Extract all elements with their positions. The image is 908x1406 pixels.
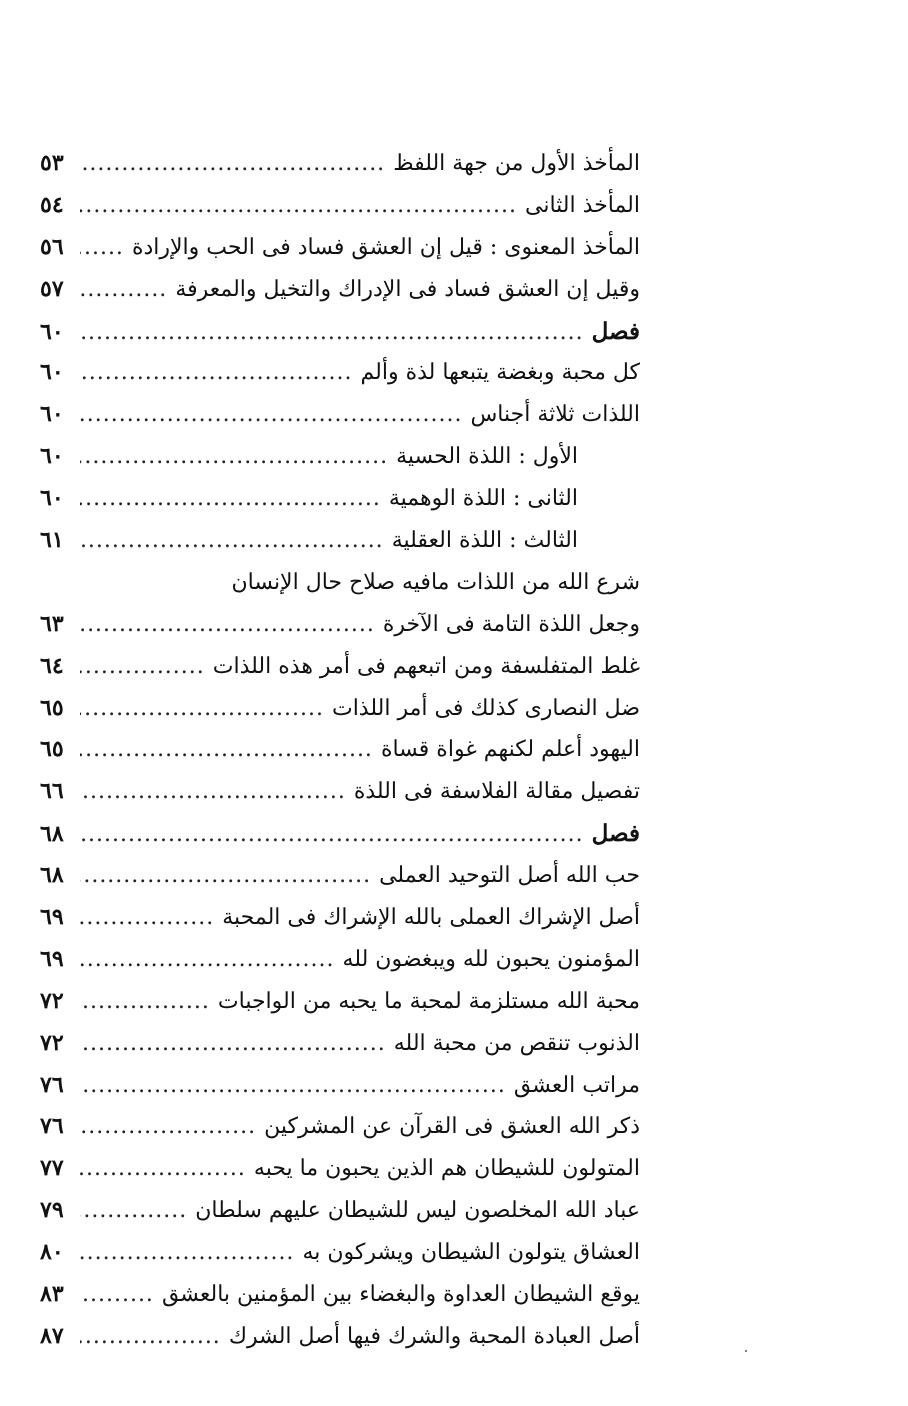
- toc-entry: [40, 562, 640, 604]
- toc-entry: [40, 269, 640, 311]
- toc-entry-title: تفصيل مقالة الفلاسفة فى اللذة: [353, 779, 640, 805]
- dot-leader: [80, 478, 389, 520]
- toc-entry-page-number: ٦١: [40, 527, 64, 554]
- toc-entry: [40, 352, 640, 394]
- dot-leader: [80, 604, 383, 646]
- toc-entry: [40, 646, 640, 688]
- page-speck: [745, 1350, 747, 1352]
- dot-leader: [80, 855, 379, 897]
- toc-entry-title: فصل: [591, 820, 640, 848]
- toc-entry-page-number: ٦٦: [40, 778, 64, 805]
- dot-leader: [80, 939, 343, 981]
- dot-leader: [80, 352, 361, 394]
- dot-leader: [80, 1190, 195, 1232]
- toc-entry: [40, 939, 640, 981]
- toc-entry: [40, 981, 640, 1023]
- dot-leader: [80, 312, 592, 354]
- dot-leader: [80, 1023, 394, 1065]
- toc-entry-title: ضل النصارى كذلك فى أمر اللذات: [331, 695, 640, 721]
- toc-entry-page-number: ٧٦: [40, 1071, 64, 1098]
- toc-entry-title: محبة الله مستلزمة لمحبة ما يحبه من الواجبات: [217, 988, 640, 1014]
- toc-entry-title: يوقع الشيطان العداوة والبغضاء بين المؤمنين بالعشق: [161, 1282, 640, 1308]
- dot-leader: [80, 771, 354, 813]
- toc-entry-page-number: ٧٦: [40, 1113, 64, 1140]
- dot-leader: [80, 646, 213, 688]
- toc-entry: [40, 394, 640, 436]
- toc-entry-page-number: ٦٩: [40, 904, 64, 931]
- toc-entry: [40, 185, 640, 227]
- dot-leader: [80, 1274, 162, 1316]
- toc-entry: [40, 520, 640, 562]
- toc-entry-page-number: ٧٢: [40, 1029, 64, 1056]
- toc-entry-page-number: ٦٨: [40, 862, 64, 889]
- toc-entry-page-number: ٦٠: [40, 401, 64, 428]
- dot-leader: [80, 729, 381, 771]
- dot-leader: [80, 269, 175, 311]
- toc-entry: [40, 1316, 640, 1358]
- toc-entry-page-number: ٨٧: [40, 1322, 64, 1349]
- toc-entry-page-number: ٥٣: [40, 150, 64, 176]
- toc-entry-page-number: ٨٠: [40, 1239, 64, 1266]
- toc-entry-title: الثانى : اللذة الوهمية: [388, 486, 578, 512]
- dot-leader: [80, 1232, 302, 1274]
- toc-entry: [40, 1274, 640, 1316]
- dot-leader: [80, 227, 132, 269]
- toc-entry: [40, 1190, 640, 1232]
- toc-entry-title: الذنوب تنقص من محبة الله: [393, 1030, 640, 1056]
- toc-entry-title: المأخذ الأول من جهة اللفظ: [393, 151, 640, 176]
- toc-entry-page-number: ٦٤: [40, 652, 64, 679]
- toc-entry-page-number: ٦٨: [40, 821, 64, 848]
- toc-entry: [40, 897, 640, 939]
- toc-entry-title: الثالث : اللذة العقلية: [391, 528, 578, 554]
- toc-entry-page-number: ٦٥: [40, 694, 64, 721]
- toc-entry: [40, 1232, 640, 1274]
- toc-entry-page-number: ٧٧: [40, 1155, 64, 1182]
- toc-section-heading: [40, 311, 640, 353]
- dot-leader: [80, 981, 218, 1023]
- toc-entry-title: الأول : اللذة الحسية: [396, 444, 578, 470]
- toc-entry-title: أصل العبادة المحبة والشرك فيها أصل الشرك: [228, 1323, 640, 1349]
- dot-leader: [80, 1065, 514, 1107]
- toc-entry-title: وقيل إن العشق فساد فى الإدراك والتخيل والمعرفة: [175, 276, 640, 302]
- dot-leader: [80, 814, 592, 856]
- table-of-contents: [40, 143, 640, 1358]
- toc-entry-title: اليهود أعلم لكنهم غواة قساة: [380, 737, 640, 763]
- toc-entry-title: المأخذ الثانى: [525, 192, 640, 218]
- dot-leader: [80, 688, 332, 730]
- toc-entry-page-number: ٧٩: [40, 1197, 64, 1224]
- toc-entry: [40, 478, 640, 520]
- toc-entry-title: غلط المتفلسفة ومن اتبعهم فى أمر هذه اللذات: [212, 653, 640, 679]
- toc-entry: [40, 604, 640, 646]
- dot-leader: [80, 897, 222, 939]
- toc-entry-page-number: ٦٣: [40, 610, 64, 637]
- toc-entry-page-number: ٥٤: [40, 191, 64, 218]
- toc-entry-title: ذكر الله العشق فى القرآن عن المشركين: [264, 1114, 640, 1140]
- dot-leader: [80, 520, 392, 562]
- toc-entry-title: اللذات ثلاثة أجناس: [470, 402, 640, 428]
- toc-entry-title: فصل: [591, 317, 640, 345]
- toc-section-heading: [40, 813, 640, 855]
- dot-leader: [80, 394, 470, 436]
- toc-entry-title: أصل الإشراك العملى بالله الإشراك فى المحبة: [222, 905, 640, 931]
- dot-leader: [80, 436, 396, 478]
- toc-entry: [40, 1023, 640, 1065]
- toc-entry-title: شرع الله من اللذات مافيه صلاح حال الإنسان: [231, 569, 640, 595]
- dot-leader: [80, 1148, 254, 1190]
- toc-entry: [40, 855, 640, 897]
- toc-entry: [40, 1065, 640, 1107]
- toc-entry: [40, 227, 640, 269]
- toc-entry-page-number: ٦٠: [40, 485, 64, 512]
- toc-entry-title: المؤمنون يحبون لله ويبغضون لله: [342, 946, 640, 972]
- toc-entry-title: العشاق يتولون الشيطان ويشركون به: [302, 1240, 640, 1266]
- dot-leader: [80, 143, 393, 185]
- toc-entry-page-number: ٦٠: [40, 443, 64, 470]
- toc-entry-title: المأخذ المعنوى : قيل إن العشق فساد فى الحب والإرادة: [131, 234, 640, 260]
- toc-entry-page-number: ٦٥: [40, 736, 64, 763]
- toc-entry-page-number: ٥٦: [40, 233, 64, 260]
- toc-entry-title: وجعل اللذة التامة فى الآخرة: [382, 611, 640, 637]
- toc-entry: [40, 143, 640, 185]
- toc-entry: [40, 1106, 640, 1148]
- toc-entry-title: حب الله أصل التوحيد العملى: [379, 863, 640, 889]
- dot-leader: [80, 1316, 229, 1358]
- dot-leader: [80, 1106, 264, 1148]
- toc-entry-title: مراتب العشق: [513, 1072, 640, 1098]
- toc-entry: [40, 729, 640, 771]
- toc-entry: [40, 436, 640, 478]
- toc-entry-page-number: ٥٧: [40, 275, 64, 302]
- toc-entry: [40, 1148, 640, 1190]
- toc-entry-page-number: ٦٩: [40, 945, 64, 972]
- toc-entry-title: كل محبة وبغضة يتبعها لذة وألم: [360, 360, 640, 386]
- toc-entry-title: عباد الله المخلصون ليس للشيطان عليهم سلطان: [195, 1198, 640, 1224]
- toc-entry: [40, 771, 640, 813]
- toc-entry-title: المتولون للشيطان هم الذين يحبون ما يحبه: [253, 1156, 640, 1182]
- toc-entry-page-number: ٦٠: [40, 359, 64, 386]
- dot-leader: [80, 185, 525, 227]
- toc-entry: [40, 688, 640, 730]
- toc-entry-page-number: ٨٣: [40, 1281, 64, 1308]
- toc-entry-page-number: ٦٠: [40, 318, 64, 345]
- toc-entry-page-number: ٧٢: [40, 987, 64, 1014]
